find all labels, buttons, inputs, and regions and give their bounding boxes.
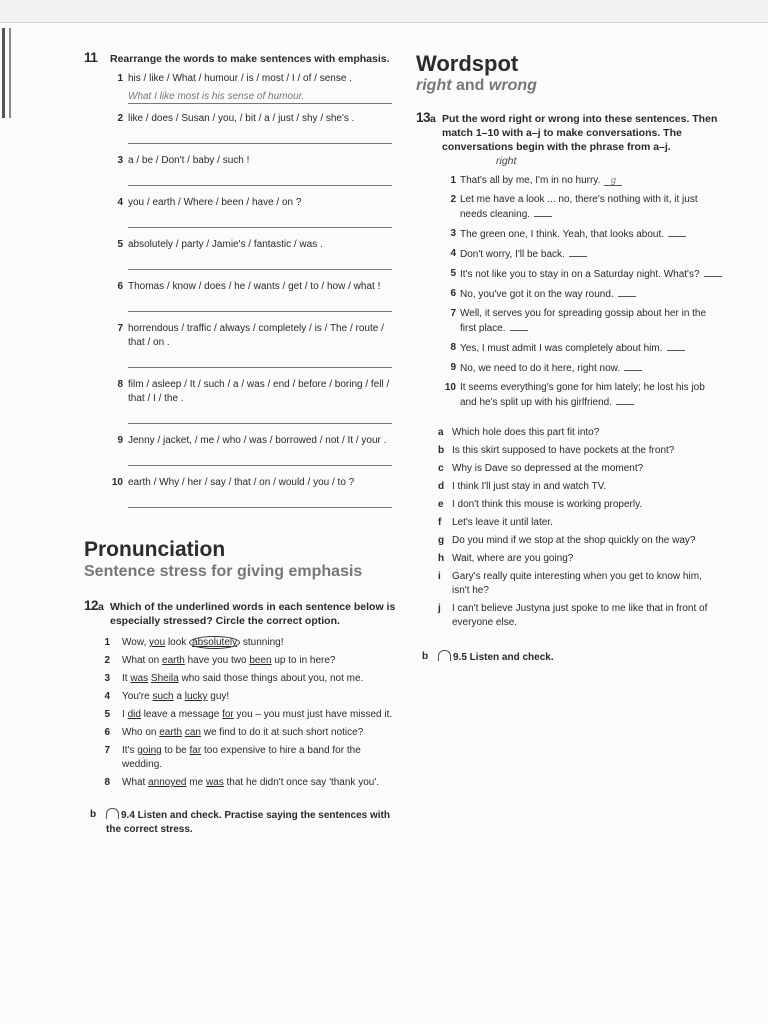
part-label: b xyxy=(422,651,429,662)
underlined-word[interactable]: lucky xyxy=(184,691,208,702)
item-text: horrendous / traffic / always / completely / is / The / route / that / on . xyxy=(128,323,384,348)
item-number: 1 xyxy=(117,73,123,84)
list-item xyxy=(416,570,716,598)
headphones-icon xyxy=(106,808,119,819)
list-item xyxy=(416,341,722,356)
item-text: I don't think this mouse is working properly. xyxy=(452,499,643,510)
item-text: Well, it serves you for spreading gossip about her in the first place. xyxy=(460,308,707,334)
item-text: Yes, I must admit I was completely about him. xyxy=(460,343,663,354)
list-item xyxy=(416,462,716,476)
underlined-word[interactable]: such xyxy=(152,691,174,702)
wordspot-title: Wordspot xyxy=(416,51,519,76)
answer-line[interactable] xyxy=(128,410,392,424)
exercise-11-heading xyxy=(84,52,402,66)
item-text: Why is Dave so depressed at the moment? xyxy=(452,463,644,474)
list-item xyxy=(416,247,722,262)
answer-line[interactable] xyxy=(128,214,392,228)
item-text xyxy=(122,691,229,702)
sentence-fragment: who said those things about you, not me. xyxy=(178,673,364,684)
item-text xyxy=(122,636,283,649)
subtitle-word-wrong: wrong xyxy=(488,77,537,94)
list-item xyxy=(84,72,402,104)
item-letter: g xyxy=(438,535,445,546)
item-number: 10 xyxy=(111,477,123,488)
list-item xyxy=(84,154,402,186)
item-text: The green one, I think. Yeah, that looks about. xyxy=(460,229,665,240)
item-text xyxy=(122,709,392,720)
item-text: Let me have a look ... no, there's nothing with it, it just needs cleaning. xyxy=(460,194,698,220)
item-text: Don't worry, I'll be back. xyxy=(460,249,565,260)
item-text: like / does / Susan / you, / bit / a / just / shy / she's . xyxy=(128,113,355,124)
underlined-word[interactable]: been xyxy=(249,655,272,666)
item-text: I think I'll just stay in and watch TV. xyxy=(452,481,607,492)
list-item xyxy=(84,636,394,650)
item-text: Jenny / jacket, / me / who / was / borrowed / not / It / your . xyxy=(128,435,387,446)
item-number: 5 xyxy=(104,709,110,720)
item-number: 2 xyxy=(450,194,456,205)
list-item xyxy=(84,322,402,368)
item-number: 6 xyxy=(450,288,456,299)
sentence-fragment: that he didn't once say 'thank you'. xyxy=(223,777,380,788)
sentence-fragment: guy! xyxy=(207,691,230,702)
item-text: absolutely / party / Jamie's / fantastic / was . xyxy=(128,239,323,250)
scan-binding-mark xyxy=(9,28,11,118)
item-text xyxy=(122,727,363,738)
item-number: 8 xyxy=(104,777,110,788)
list-item xyxy=(416,602,716,630)
item-letter: a xyxy=(438,427,444,438)
item-number: 2 xyxy=(104,655,110,666)
sentence-fragment: me xyxy=(186,777,206,788)
list-item xyxy=(84,476,402,508)
underlined-word[interactable]: Sheila xyxy=(150,673,179,684)
item-letter: h xyxy=(438,553,445,564)
item-text: That's all by me, I'm in no hurry. xyxy=(460,175,601,186)
item-text: No, you've got it on the way round. xyxy=(460,289,614,300)
circled-word[interactable]: absolutely xyxy=(189,636,240,649)
exercise-number: 13a xyxy=(416,110,436,125)
list-item xyxy=(84,726,394,740)
list-item xyxy=(416,361,722,376)
right-column xyxy=(416,52,728,665)
underlined-word[interactable]: was xyxy=(130,673,149,684)
list-item xyxy=(84,690,394,704)
underlined-word[interactable]: earth xyxy=(162,655,185,666)
item-text: It seems everything's gone for him lately; he lost his job and he's split up with his girlfriend. xyxy=(460,382,705,408)
exercise-13-list xyxy=(416,174,728,410)
item-text: his / like / What / humour / is / most / I / of / sense . xyxy=(128,73,352,84)
item-number: 4 xyxy=(117,197,123,208)
list-item xyxy=(416,287,722,302)
item-number: 3 xyxy=(117,155,123,166)
list-item xyxy=(84,708,394,722)
exercise-number: 11 xyxy=(84,50,98,65)
sentence-fragment: It's xyxy=(122,745,138,756)
list-item xyxy=(416,381,722,410)
item-text: you / earth / Where / been / have / on ? xyxy=(128,197,302,208)
subtitle-and: and xyxy=(451,77,489,94)
sentence-fragment: It xyxy=(122,673,131,684)
handwritten-insert: right xyxy=(496,155,517,167)
answer-blank[interactable] xyxy=(667,341,685,351)
sentence-fragment: too expensive to hire a band for the wedding. xyxy=(122,745,364,770)
list-item xyxy=(416,552,716,566)
item-letter: e xyxy=(438,499,444,510)
headphones-icon xyxy=(438,650,451,661)
wordspot-subtitle xyxy=(416,76,728,96)
item-number: 5 xyxy=(450,268,456,279)
item-letter: i xyxy=(438,571,441,582)
sentence-fragment: you – you must just have missed it. xyxy=(233,709,393,720)
item-number: 9 xyxy=(117,435,123,446)
item-text xyxy=(122,655,336,666)
item-text: Which hole does this part fit into? xyxy=(452,427,600,438)
answer-blank[interactable] xyxy=(704,267,722,277)
answer-line[interactable] xyxy=(128,494,392,508)
sentence-fragment: have you two xyxy=(184,655,250,666)
answer-blank[interactable] xyxy=(510,321,528,331)
item-text: Thomas / know / does / he / wants / get / to / how / what ! xyxy=(128,281,381,292)
item-text: No, we need to do it here, right now. xyxy=(460,363,621,374)
item-number: 8 xyxy=(117,379,123,390)
item-number: 1 xyxy=(104,637,110,648)
subtitle-word-right: right xyxy=(416,77,452,94)
answer-line[interactable] xyxy=(128,256,392,270)
exercise-13a-heading xyxy=(416,112,728,154)
answer-line[interactable] xyxy=(128,354,392,368)
item-text xyxy=(122,673,363,684)
list-item xyxy=(416,516,716,530)
underlined-word[interactable]: did xyxy=(127,709,141,720)
answer-blank[interactable] xyxy=(616,395,634,405)
sentence-fragment: stunning! xyxy=(240,637,284,648)
list-item xyxy=(84,112,402,144)
item-text: It's not like you to stay in on a Saturday night. What's? xyxy=(460,269,700,280)
item-number: 3 xyxy=(104,673,110,684)
exercise-11-list xyxy=(84,72,402,508)
exercise-instruction: Which of the underlined words in each sentence below is especially stressed? Circle the correct option. xyxy=(110,601,396,627)
item-text: I can't believe Justyna just spoke to me like that in front of everyone else. xyxy=(452,603,708,628)
listen-instruction: 9.5 Listen and check. xyxy=(453,652,554,663)
item-text: Wait, where are you going? xyxy=(452,553,574,564)
underlined-word[interactable]: going xyxy=(137,745,162,756)
left-column xyxy=(84,52,402,837)
sentence-fragment: we find to do it at such short notice? xyxy=(200,727,364,738)
list-item xyxy=(416,480,716,494)
item-number: 4 xyxy=(450,248,456,259)
item-number: 2 xyxy=(117,113,123,124)
underlined-word[interactable]: earth xyxy=(159,727,183,738)
underlined-word[interactable]: you xyxy=(149,637,166,648)
item-text: Do you mind if we stop at the shop quickly on the way? xyxy=(452,535,696,546)
sentence-fragment: What xyxy=(122,777,149,788)
list-item xyxy=(84,434,402,466)
item-number: 3 xyxy=(450,228,456,239)
underlined-word[interactable]: far xyxy=(189,745,202,756)
answer-blank[interactable] xyxy=(569,247,587,257)
item-letter: j xyxy=(438,603,441,614)
exercise-12a-heading xyxy=(84,600,402,628)
item-number: 7 xyxy=(450,308,456,319)
list-item xyxy=(84,654,394,668)
scan-binding-mark xyxy=(2,28,5,118)
responses-list xyxy=(416,426,728,630)
list-item xyxy=(416,444,716,458)
item-number: 10 xyxy=(444,382,456,393)
underlined-word[interactable]: was xyxy=(205,777,224,788)
item-letter: d xyxy=(438,481,445,492)
exercise-instruction: Rearrange the words to make sentences with emphasis. xyxy=(110,53,390,65)
exercise-13b xyxy=(416,650,728,665)
item-number: 6 xyxy=(117,281,123,292)
answer-line[interactable]: What I like most is his sense of humour. xyxy=(128,90,392,104)
sentence-fragment: up to in here? xyxy=(271,655,336,666)
underlined-word[interactable]: annoyed xyxy=(148,777,187,788)
item-number: 1 xyxy=(450,175,456,186)
exercise-12b xyxy=(84,808,402,837)
answer-line[interactable] xyxy=(128,130,392,144)
scan-top-edge xyxy=(0,0,768,23)
answer-line[interactable] xyxy=(128,298,392,312)
item-text: a / be / Don't / baby / such ! xyxy=(128,155,250,166)
item-text: Let's leave it until later. xyxy=(452,517,553,528)
listen-instruction: 9.4 Listen and check. Practise saying the sentences with the correct stress. xyxy=(106,810,390,835)
list-item xyxy=(416,534,716,548)
list-item xyxy=(84,238,402,270)
underlined-word[interactable]: for xyxy=(222,709,234,720)
answer-blank[interactable] xyxy=(618,287,636,297)
list-item xyxy=(416,498,716,512)
item-number: 4 xyxy=(104,691,110,702)
section-subtitle: Sentence stress for giving emphasis xyxy=(84,563,363,580)
sentence-fragment: look xyxy=(165,637,190,648)
sentence-fragment: leave a message xyxy=(140,709,223,720)
list-item xyxy=(416,426,716,440)
list-item xyxy=(84,280,402,312)
part-label: b xyxy=(90,809,97,820)
item-text: earth / Why / her / say / that / on / would / you / to ? xyxy=(128,477,355,488)
answer-blank[interactable] xyxy=(668,227,686,237)
answer-blank[interactable] xyxy=(624,361,642,371)
item-number: 7 xyxy=(104,745,110,756)
sentence-fragment: a xyxy=(173,691,185,702)
list-item xyxy=(84,378,402,424)
answer-line[interactable] xyxy=(128,172,392,186)
sentence-fragment: Who on xyxy=(122,727,160,738)
item-letter: b xyxy=(438,445,445,456)
list-item xyxy=(416,267,722,282)
list-item xyxy=(84,776,394,790)
answer-blank[interactable]: g xyxy=(604,176,622,186)
list-item xyxy=(416,193,722,222)
item-text xyxy=(122,777,379,788)
item-letter: f xyxy=(438,517,442,528)
list-item xyxy=(416,307,722,336)
underlined-word[interactable]: can xyxy=(184,727,201,738)
item-number: 6 xyxy=(104,727,110,738)
exercise-instruction: Put the word right or wrong into these sentences. Then match 1–10 with a–j to make conversations. The conversations begin with the phrase from a–j. xyxy=(442,113,718,153)
item-text: film / asleep / It / such / a / was / end / before / boring / fell / that / I / the . xyxy=(128,379,390,404)
section-title: Pronunciation xyxy=(84,538,226,561)
item-number: 8 xyxy=(450,342,456,353)
sentence-fragment: Wow, xyxy=(122,637,150,648)
item-number: 7 xyxy=(117,323,123,334)
sentence-fragment: You're xyxy=(122,691,153,702)
item-letter: c xyxy=(438,463,444,474)
list-item xyxy=(416,227,722,242)
list-item xyxy=(84,672,394,686)
item-text: Is this skirt supposed to have pockets at the front? xyxy=(452,445,675,456)
item-number: 5 xyxy=(117,239,123,250)
list-item xyxy=(84,196,402,228)
exercise-number: 12a xyxy=(84,598,104,613)
answer-blank[interactable] xyxy=(534,207,552,217)
item-text: Gary's really quite interesting when you get to know him, isn't he? xyxy=(452,571,702,596)
answer-line[interactable] xyxy=(128,452,392,466)
sentence-fragment: I xyxy=(122,709,128,720)
item-text xyxy=(122,745,364,770)
sentence-fragment: What on xyxy=(122,655,163,666)
list-item xyxy=(416,174,722,188)
list-item xyxy=(84,744,394,772)
exercise-12-list xyxy=(84,636,402,790)
item-number: 9 xyxy=(450,362,456,373)
sentence-fragment: to be xyxy=(161,745,190,756)
